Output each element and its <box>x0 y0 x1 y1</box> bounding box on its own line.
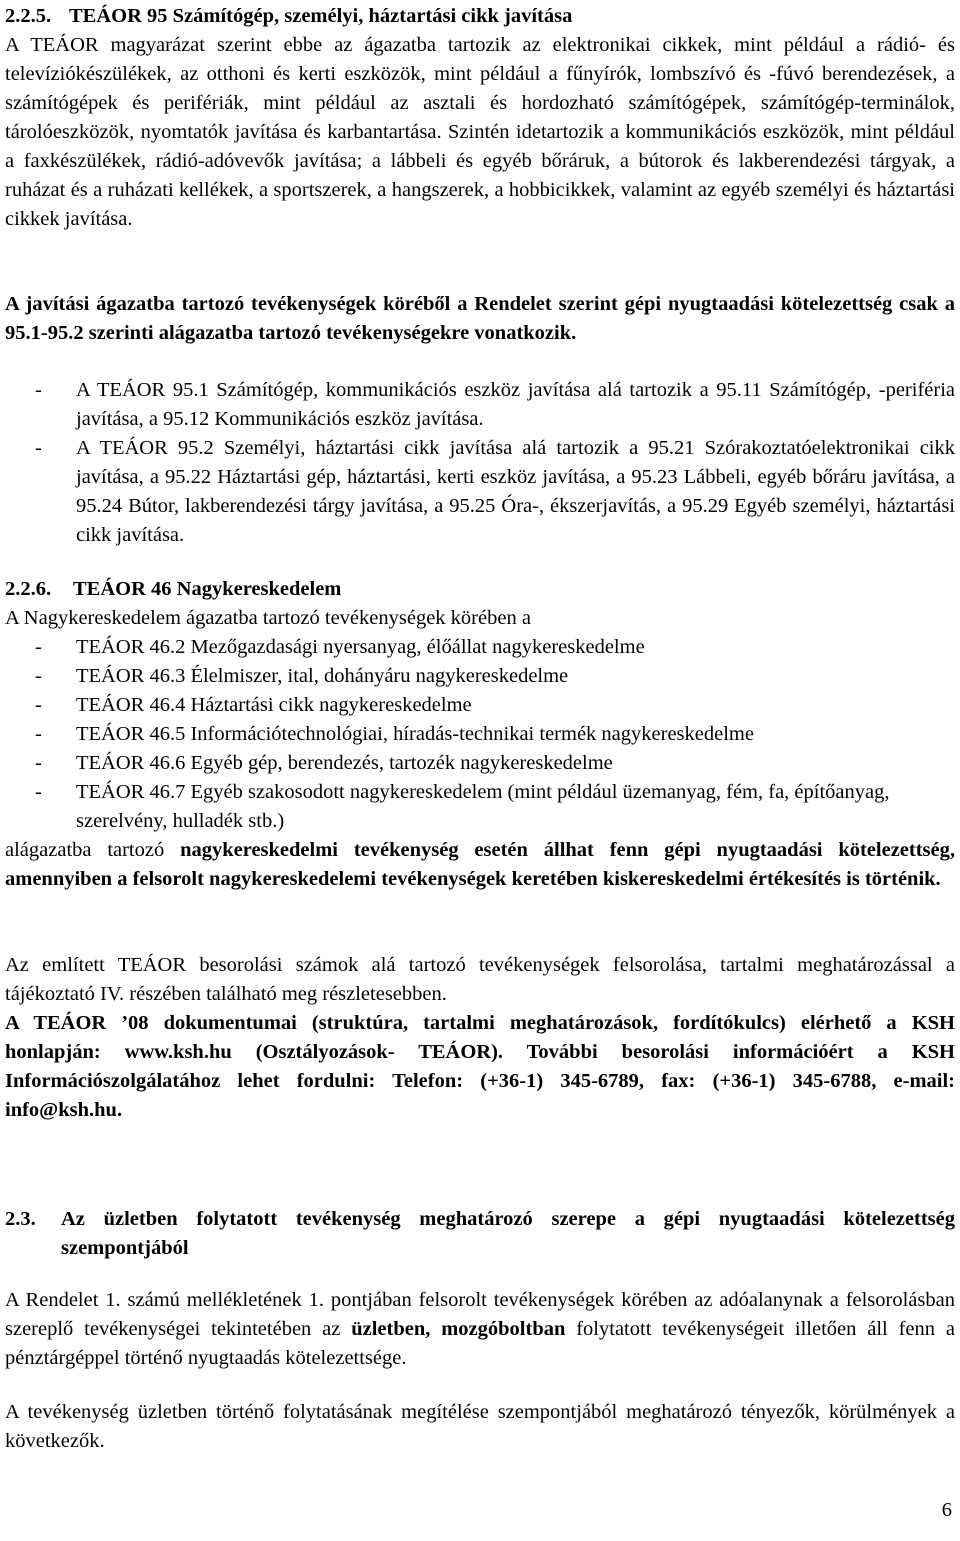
section-number: 2.2.5. <box>5 5 52 27</box>
teaor-46-list <box>5 633 955 836</box>
teaor-95-list <box>5 376 955 550</box>
dash-bullet: - <box>35 437 42 459</box>
section-title: TEÁOR 46 Nagykereskedelem <box>73 578 342 600</box>
section-number: 2.3. <box>5 1208 36 1230</box>
list-item <box>5 434 955 550</box>
section-paragraph <box>5 1286 955 1373</box>
reference-paragraph: Az említett TEÁOR besorolási számok alá tartozó tevékenységek felsorolása, tartalmi meghatározással a tájékoztató IV. részében található meg részletesebben. <box>5 954 955 1005</box>
list-item-text: A TEÁOR 95.2 Személyi, háztartási cikk javítása alá tartozik a 95.21 Szórakoztatóelektronikai cikk javítása, a 95.22 Háztartási gép, háztartási, kerti eszköz javítása, a 95.23 Lábbeli, egyéb bőráru javítása, a 95.24 Bútor, lakberendezési tárgy javítása, a 95.25 Óra-, ékszerjavítás, a 95.29 Egyéb személyi, háztartási cikk javítása. <box>76 437 955 546</box>
section-heading <box>5 1205 955 1263</box>
bold-text: nagykereskedelmi tevékenység esetén állhat fenn gépi nyugtaadási kötelezettség, amennyiben a felsorolt nagykereskedelemi tevékenységek keretében kiskereskedelmi értékesítés is történik. <box>5 839 955 890</box>
plain-text: alágazatba tartozó <box>5 839 181 861</box>
list-item-text: TEÁOR 46.5 Információtechnológiai, híradás-technikai termék nagykereskedelme <box>76 723 754 745</box>
bold-paragraph: A javítási ágazatba tartozó tevékenységek köréből a Rendelet szerint gépi nyugtaadási kötelezettség csak a 95.1-95.2 szerinti alágazatba tartozó tevékenységekre vonatkozik. <box>5 293 955 344</box>
dash-bullet: - <box>35 723 42 745</box>
section-2-3 <box>5 1205 955 1263</box>
list-item <box>5 376 955 434</box>
section-2-2-6 <box>5 575 955 894</box>
dash-bullet: - <box>35 379 42 401</box>
section-paragraph: A tevékenység üzletben történő folytatásának megítélése szempontjából meghatározó tényezők, körülmények a következők. <box>5 1401 955 1452</box>
list-item-text: A TEÁOR 95.1 Számítógép, kommunikációs eszköz javítása alá tartozik a 95.11 Számítógép, -periféria javítása, a 95.12 Kommunikációs eszköz javítása. <box>76 379 955 430</box>
section-title: Az üzletben folytatott tevékenység meghatározó szerepe a gépi nyugtaadási kötelezettség szempontjából <box>61 1208 955 1259</box>
list-item-text: TEÁOR 46.7 Egyéb szakosodott nagykereskedelem (mint például üzemanyag, fém, fa, építőanyag, szerelvény, hulladék stb.) <box>76 781 890 832</box>
list-item <box>5 691 955 720</box>
wholesale-obligation-paragraph <box>5 836 955 894</box>
list-item <box>5 662 955 691</box>
section-heading <box>5 2 955 31</box>
section-number: 2.2.6. <box>5 578 52 600</box>
plain-text: folytatott tevékenységeit illetően áll fenn a pénztárgéppel történő nyugtaadás kötelezettsége. <box>5 1318 955 1369</box>
list-item-text: TEÁOR 46.2 Mezőgazdasági nyersanyag, élőállat nagykereskedelme <box>76 636 645 658</box>
list-item <box>5 778 955 836</box>
list-item-text: TEÁOR 46.3 Élelmiszer, ital, dohányáru nagykereskedelme <box>76 665 569 687</box>
bold-text: üzletben, mozgóboltban <box>351 1318 566 1340</box>
section-2-2-5 <box>5 2 955 234</box>
dash-bullet: - <box>35 752 42 774</box>
dash-bullet: - <box>35 665 42 687</box>
list-item <box>5 633 955 662</box>
list-item-text: TEÁOR 46.6 Egyéb gép, berendezés, tartozék nagykereskedelme <box>76 752 613 774</box>
section-heading <box>5 575 955 604</box>
section-paragraph: A TEÁOR magyarázat szerint ebbe az ágazatba tartozik az elektronikai cikkek, mint például a rádió- és televíziókészülékek, az otthoni és kerti eszközök, mint például a fűnyírók, lombszívó és -fúvó berendezések, a számítógépek és perifériák, mint például az asztali és hordozható számítógépek, számítógép-terminálok, tárolóeszközök, nyomtatók javítása és karbantartása. Szintén idetartozik a kommunikációs eszközök, mint például a faxkészülékek, rádió-adóvevők javítása; a lábbeli és egyéb bőráruk, a bútorok és lakberendezési tárgyak, a ruházat és a ruházati kellékek, a sportszerek, a hangszerek, a hobbicikkek, valamint az egyéb személyi és háztartási cikkek javítása. <box>5 34 955 230</box>
list-item <box>5 749 955 778</box>
dash-bullet: - <box>35 694 42 716</box>
ksh-info-paragraph: A TEÁOR ’08 dokumentumai (struktúra, tartalmi meghatározások, fordítókulcs) elérhető a KSH honlapján: www.ksh.hu (Osztályozások- TEÁOR). További besorolási információért a KSH Információszolgálatához lehet fordulni: Telefon: (+36-1) 345-6789, fax: (+36-1) 345-6788, e-mail: info@ksh.hu. <box>5 1012 955 1121</box>
dash-bullet: - <box>35 636 42 658</box>
dash-bullet: - <box>35 781 42 803</box>
section-intro: A Nagykereskedelem ágazatba tartozó tevékenységek körében a <box>5 607 531 629</box>
plain-text: A Rendelet 1. számú mellékletének 1. pontjában felsorolt tevékenységek körében az adóalanynak a felsorolásban szereplő tevékenységei tekintetében az <box>5 1289 955 1340</box>
page-number: 6 <box>941 1499 952 1521</box>
list-item-text: TEÁOR 46.4 Háztartási cikk nagykereskedelme <box>76 694 472 716</box>
section-title: TEÁOR 95 Számítógép, személyi, háztartási cikk javítása <box>69 5 573 27</box>
list-item <box>5 720 955 749</box>
